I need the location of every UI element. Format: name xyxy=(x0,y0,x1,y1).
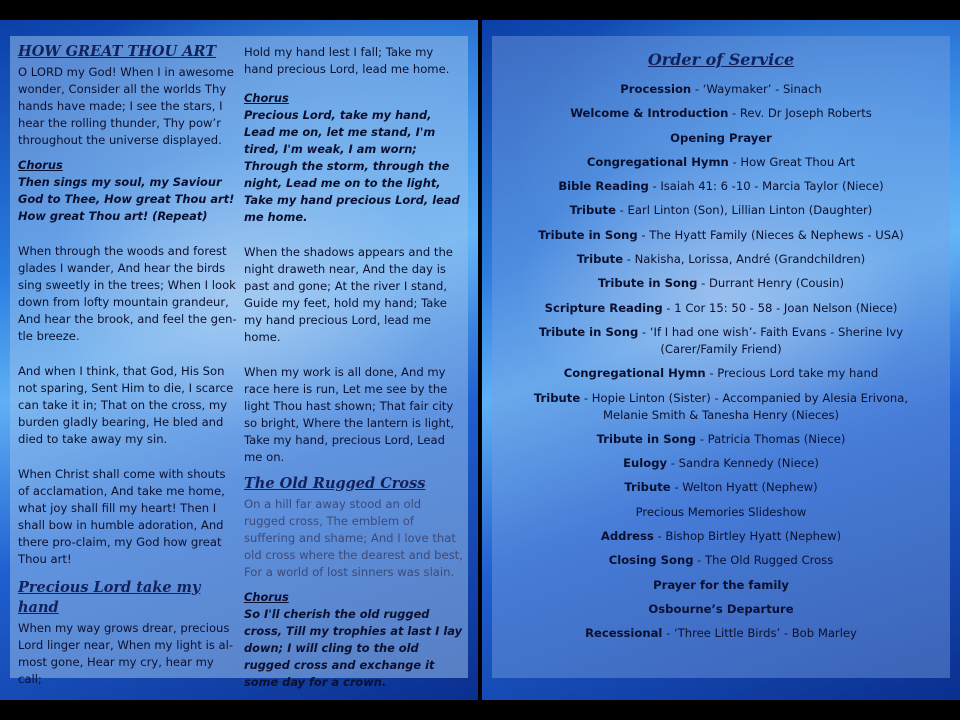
chorus-text: So I'll cherish the old rugged cross, Till my trophies at last I lay down; I will cling to the old rugged cross and exchange it some day for a crown. xyxy=(244,607,463,689)
order-item-detail: - ‘Three Little Birds’ - Bob Marley xyxy=(662,626,857,641)
verse: When Christ shall come with shouts of acclamation, And take me home, what joy shall fill my heart! Then I shall bow in humble adoration, And there pro-claim, my God how great Thou art! xyxy=(18,467,226,566)
order-item-label: Congregational Hymn xyxy=(586,154,729,169)
order-item xyxy=(492,365,950,382)
verse: When my work is all done, And my race here is run, Let me see by the light Thou hast shown; That fair city so bright, Where the lantern is light, Take my hand, precious Lord, Lead me on. xyxy=(244,365,455,464)
order-item xyxy=(492,479,950,496)
order-item-label: Tribute in Song xyxy=(596,431,697,446)
chorus-label: Chorus xyxy=(244,590,289,604)
verse: On a hill far away stood an old rugged cross, The emblem of suffering and shame; And I love that old cross where the dearest and best, For a world of lost sinners was slain. xyxy=(244,497,463,579)
order-item-label: Prayer for the family xyxy=(653,577,789,592)
order-item-label: Welcome & Introduction xyxy=(570,106,729,121)
order-item-label: Tribute xyxy=(533,390,581,405)
right-page xyxy=(482,20,960,700)
lyrics-column-2 xyxy=(244,42,466,691)
hymn-title-old-rugged-cross: The Old Rugged Cross xyxy=(244,475,426,492)
order-item xyxy=(492,390,950,424)
order-item-label: Tribute xyxy=(569,203,616,218)
order-item xyxy=(492,202,950,219)
order-item-label: Osbourne’s Departure xyxy=(648,601,794,616)
order-item-detail: - Durrant Henry (Cousin) xyxy=(697,276,844,291)
verse: When the shadows appears and the night draweth near, And the day is past and gone; At the river I stand, Guide my feet, hold my hand; Take my hand precious Lord, lead me home. xyxy=(244,245,453,344)
hymn-title-how-great: HOW GREAT THOU ART xyxy=(18,43,217,60)
order-item-label: Tribute in Song xyxy=(538,227,638,242)
order-item-label: Procession xyxy=(620,82,692,96)
order-item-detail: Precious Memories Slideshow xyxy=(635,504,807,519)
order-item-detail: - Bishop Birtley Hyatt (Nephew) xyxy=(653,529,842,544)
hymn-title-precious-lord: Precious Lord take my hand xyxy=(18,579,201,616)
order-item-label: Eulogy xyxy=(623,456,668,471)
order-item xyxy=(492,251,950,268)
order-item xyxy=(492,625,950,642)
verse: O LORD my God! When I in awesome wonder, Consider all the worlds Thy hands have made; I see the stars, I hear the rolling thunder, Thy pow’r throughout the universe displayed. xyxy=(18,65,234,147)
order-item xyxy=(492,300,950,317)
order-item-detail-cont: Melanie Smith & Tanesha Henry (Nieces) xyxy=(602,407,840,422)
order-title: Order of Service xyxy=(647,50,795,69)
order-item xyxy=(492,81,950,98)
order-item-detail: - The Hyatt Family (Nieces & Nephews - USA) xyxy=(637,227,904,242)
order-item-label: Scripture Reading xyxy=(544,300,663,315)
verse: And when I think, that God, His Son not sparing, Sent Him to die, I scarce can take it in; That on the cross, my burden gladly bearing, He bled and died to take away my sin. xyxy=(18,364,234,446)
order-item xyxy=(492,601,950,618)
order-item-detail: - Patricia Thomas (Niece) xyxy=(696,431,846,446)
order-panel xyxy=(492,36,950,678)
order-item-detail-cont: (Carer/Family Friend) xyxy=(660,341,782,356)
order-item-detail: - Sandra Kennedy (Niece) xyxy=(667,456,819,471)
order-item-label: Tribute in Song xyxy=(538,324,639,339)
order-item-detail: - Precious Lord take my hand xyxy=(705,366,879,381)
order-item-label: Bible Reading xyxy=(558,179,649,194)
order-item xyxy=(492,431,950,448)
order-item xyxy=(492,552,950,569)
order-item-label: Tribute xyxy=(576,252,624,267)
order-item-detail: - ‘Waymaker’ - Sinach xyxy=(691,82,822,96)
order-item-detail: - ‘If I had one wish’- Faith Evans - Sherine Ivy xyxy=(638,324,904,339)
verse: When through the woods and forest glades I wander, And hear the birds sing sweetly in the trees; When I look down from lofty mountain grandeur, And hear the brook, and feel the gen-tle breeze. xyxy=(18,244,237,343)
order-item-detail: - The Old Rugged Cross xyxy=(693,553,834,568)
order-list xyxy=(492,81,950,642)
order-item xyxy=(492,130,950,147)
verse: Hold my hand lest I fall; Take my hand precious Lord, lead me home. xyxy=(244,45,450,76)
order-item-label: Opening Prayer xyxy=(670,130,772,145)
order-item-label: Tribute in Song xyxy=(598,276,698,291)
order-item-detail: - How Great Thou Art xyxy=(728,154,856,169)
order-item xyxy=(492,324,950,358)
order-item-label: Congregational Hymn xyxy=(563,366,706,381)
order-item-detail: - Hopie Linton (Sister) - Accompanied by Alesia Erivona, xyxy=(580,390,909,405)
chorus-text: Then sings my soul, my Saviour God to Thee, How great Thou art! How great Thou art! (Repeat) xyxy=(18,175,235,223)
order-of-service xyxy=(492,50,950,650)
order-item-label: Tribute xyxy=(624,480,671,495)
order-item xyxy=(492,504,950,521)
chorus-label: Chorus xyxy=(244,91,289,105)
order-item xyxy=(492,105,950,122)
order-item-detail: - Earl Linton (Son), Lillian Linton (Daughter) xyxy=(615,203,873,218)
order-item xyxy=(492,455,950,472)
order-item-detail: - Rev. Dr Joseph Roberts xyxy=(728,106,872,121)
order-item-detail: - Welton Hyatt (Nephew) xyxy=(670,480,818,495)
order-item xyxy=(492,528,950,545)
order-item xyxy=(492,178,950,195)
order-item-label: Closing Song xyxy=(608,553,694,568)
order-item xyxy=(492,154,950,171)
order-item-detail: - 1 Cor 15: 50 - 58 - Joan Nelson (Niece) xyxy=(662,300,898,315)
order-item-label: Recessional xyxy=(585,626,663,641)
order-item xyxy=(492,577,950,594)
order-item-detail: - Isaiah 41: 6 -10 - Marcia Taylor (Niece) xyxy=(648,179,884,194)
verse: When my way grows drear, precious Lord linger near, When my light is al-most gone, Hear my cry, hear my call; xyxy=(18,621,234,686)
order-item-label: Address xyxy=(600,529,654,544)
chorus-text: Precious Lord, take my hand, Lead me on, let me stand, I'm tired, I'm weak, I am worn; Through the storm, through the night, Lead me on to the light, Take my hand precious Lord, lead me home. xyxy=(244,108,460,224)
order-item xyxy=(492,275,950,292)
chorus-label: Chorus xyxy=(18,158,63,172)
lyrics-panel xyxy=(10,36,468,689)
order-item xyxy=(492,227,950,244)
left-page xyxy=(0,20,478,700)
order-item-detail: - Nakisha, Lorissa, André (Grandchildren) xyxy=(623,252,866,267)
lyrics-column-1 xyxy=(18,42,240,688)
